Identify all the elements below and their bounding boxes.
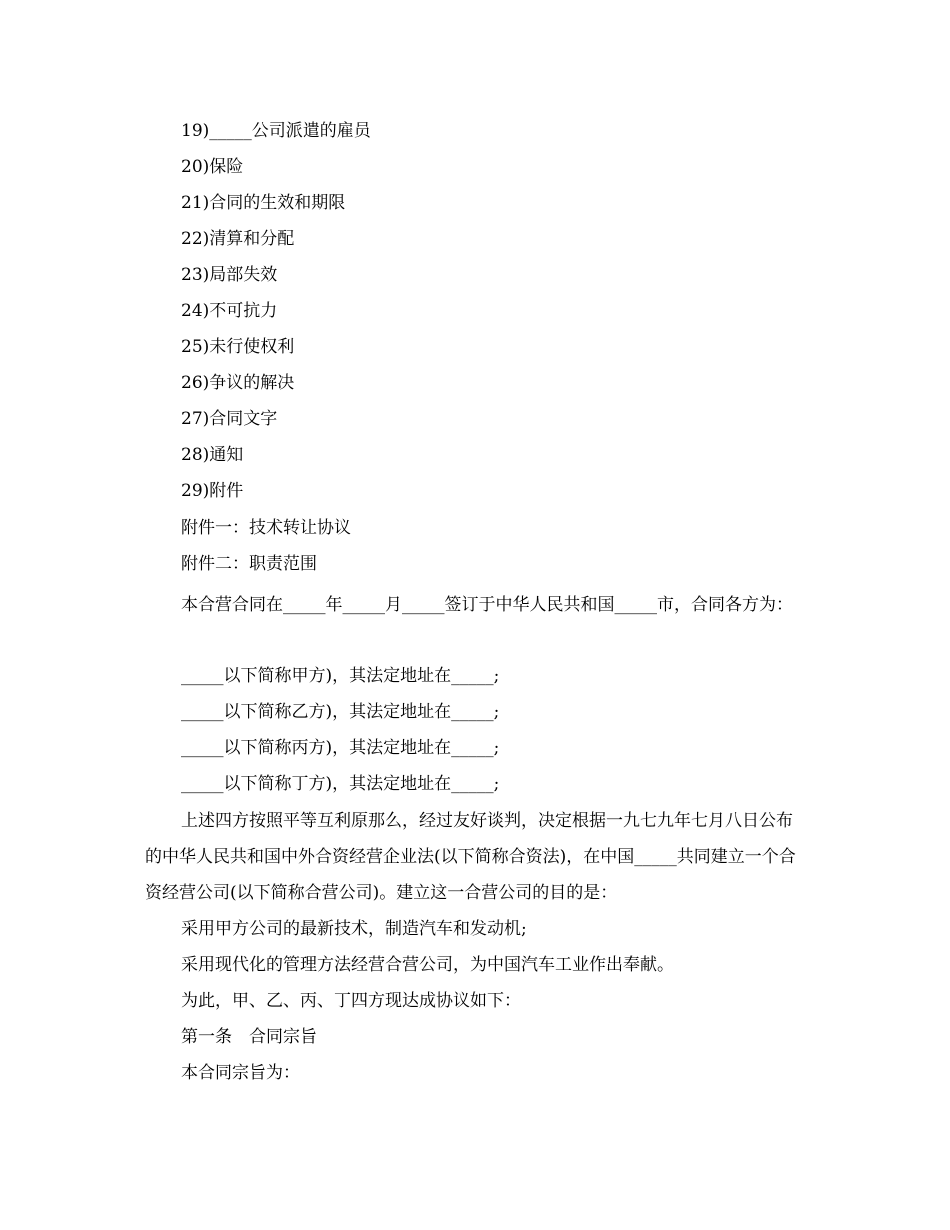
intro-paragraph: 本合营合同在_____年_____月_____签订于中华人民共和国_____市，合同各方为：: [181, 595, 793, 615]
toc-item-23: 23)局部失效: [181, 265, 278, 285]
article-1-heading: 第一条 合同宗旨: [181, 1027, 317, 1047]
agreement-line: 为此，甲、乙、丙、丁四方现达成协议如下：: [181, 991, 521, 1011]
purpose-paragraph: 上述四方按照平等互利原那么，经过友好谈判，决定根据一九七九年七月八日公布的中华人民共和国中外合资经营企业法(以下简称合资法)，在中国_____共同建立一个合资经营公司(以下简称合营公司)。建立这一合营公司的目的是：: [145, 811, 796, 903]
goal-1: 采用甲方公司的最新技术，制造汽车和发动机;: [181, 919, 527, 939]
toc-item-20: 20)保险: [181, 157, 244, 177]
toc-item-24: 24)不可抗力: [181, 301, 278, 321]
party-d: _____以下简称丁方)，其法定地址在_____;: [181, 774, 500, 794]
goal-2: 采用现代化的管理方法经营合营公司，为中国汽车工业作出奉献。: [181, 955, 674, 975]
party-c: _____以下简称丙方)，其法定地址在_____;: [181, 738, 500, 758]
party-a: _____以下简称甲方)，其法定地址在_____;: [181, 666, 500, 686]
toc-item-26: 26)争议的解决: [181, 373, 295, 393]
toc-item-22: 22)清算和分配: [181, 229, 295, 249]
attachment-1: 附件一：技术转让协议: [181, 518, 351, 538]
toc-item-27: 27)合同文字: [181, 409, 278, 429]
toc-item-19: 19)_____公司派遣的雇员: [181, 121, 371, 141]
article-1-body: 本合同宗旨为：: [181, 1063, 300, 1083]
toc-item-28: 28)通知: [181, 445, 244, 465]
attachment-2: 附件二：职责范围: [181, 554, 317, 574]
party-b: _____以下简称乙方)，其法定地址在_____;: [181, 702, 500, 722]
toc-item-21: 21)合同的生效和期限: [181, 193, 346, 213]
toc-item-29: 29)附件: [181, 481, 244, 501]
toc-item-25: 25)未行使权利: [181, 337, 295, 357]
